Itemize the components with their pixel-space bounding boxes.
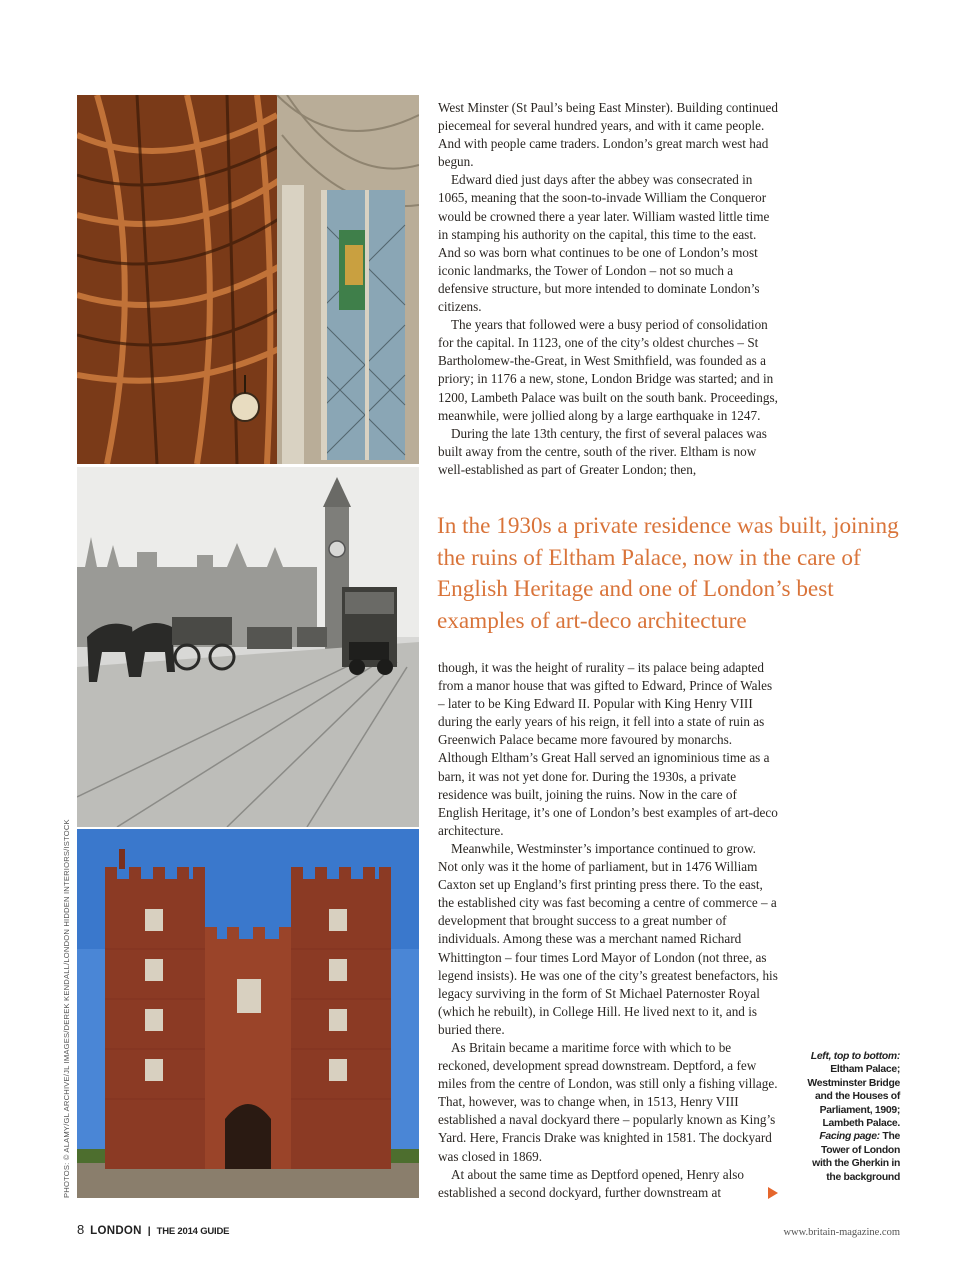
- footer-url[interactable]: www.britain-magazine.com: [783, 1227, 900, 1238]
- page-number: 8: [77, 1222, 85, 1237]
- body-paragraph: As Britain became a maritime force with which to be reckoned, development spread downstream. Deptford, a few miles from the centre of London, was still only a fishing village. That, however, was to change when, in 1513, Henry VIII established a naval dockyard there – popularly known as King’s Yard. Here, Francis Drake was knighted in 1581. The dockyard was closed in 1869.: [438, 1039, 778, 1164]
- caption-line: and the Houses of: [815, 1091, 900, 1103]
- footer-folio: [77, 1222, 229, 1237]
- body-paragraph: Meanwhile, Westminster’s importance continued to grow. Not only was it the home of parliament, but in 1476 William Caxton set up England’s first printing press there. To the east, the established city was fast becoming a centre of commerce – a development that brought success to a great number of individuals. Among these was a merchant named Richard Whittington – four times Lord Mayor of London (not three, as legend insists). He was one of the city’s greatest benefactors, his legacy surviving in the form of St Michael Paternoster Royal (which he rebuilt), in College Hill. He lived next to it, and is buried there.: [438, 840, 778, 1037]
- footer-separator: |: [147, 1225, 151, 1237]
- photo-westminster-bridge-1909: [77, 467, 419, 827]
- body-paragraph: Edward died just days after the abbey was consecrated in 1065, meaning that the soon-to-invade William the Conqueror would be crowned there a year later. William wasted little time in stamping his authority on the capital, this time to the east. And so was born what continues to be one of London’s most iconic landmarks, the Tower of London – not so much a defensive structure, but more intended to dominate London’s citizens.: [438, 172, 770, 315]
- caption-line: Westminster Bridge: [807, 1077, 900, 1089]
- footer-brand: LONDON: [90, 1225, 142, 1237]
- caption-line: with the Gherkin in: [812, 1158, 900, 1170]
- photo-caption: [790, 1050, 900, 1184]
- photo-lambeth-palace: [77, 829, 419, 1198]
- photo-eltham-palace: [77, 95, 419, 464]
- caption-facing-text: The: [882, 1131, 900, 1143]
- continue-arrow-icon: [768, 1187, 778, 1199]
- caption-line: Tower of London: [821, 1144, 900, 1156]
- body-paragraph: The years that followed were a busy period of consolidation for the capital. In 1123, one of the city’s oldest churches – St Bartholomew-the-Great, in West Smithfield, was founded as a priory; in 1176 a new, stone, London Bridge was started; and in 1200, Lambeth Palace was built on the south bank. Proceedings, meanwhile, were jollied along by a large earthquake in 1247.: [438, 317, 778, 423]
- body-paragraph: West Minster (St Paul’s being East Minster). Building continued piecemeal for several hundred years, and with it came people. And with people came traders. London’s great march west had begun.: [438, 100, 778, 170]
- body-column-top: [438, 99, 778, 479]
- caption-line: Eltham Palace;: [830, 1064, 900, 1076]
- body-column-bottom: [438, 659, 778, 1202]
- caption-line: the background: [826, 1171, 900, 1183]
- caption-facing-label: Facing page:: [819, 1131, 880, 1143]
- footer-guide: THE 2014 GUIDE: [156, 1226, 230, 1237]
- caption-heading: Left, top to bottom:: [810, 1051, 900, 1062]
- photo-credit: PHOTOS: © ALAMY/GL ARCHIVE/JL IMAGES/DEREK KENDALL/LONDON HIDDEN INTERIORS/ISTOCK: [62, 819, 71, 1198]
- body-paragraph: At about the same time as Deptford opened, Henry also established a second dockyard, further downstream at: [438, 1166, 744, 1200]
- caption-line: Parliament, 1909;: [819, 1104, 900, 1116]
- body-paragraph: though, it was the height of rurality – its palace being adapted from a manor house that was gifted to Edward, Prince of Wales – later to be King Edward II. Popular with King Henry VIII during the early years of his reign, it fell into a state of ruin as Greenwich Palace became more favoured by monarchs. Although Eltham’s Great Hall served an ignominious time as a barn, it was not yet done for. During the 1930s, a private residence was built, joining the ruins. Now in the care of English Heritage, it’s one of London’s best examples of art-deco architecture.: [438, 660, 778, 838]
- pull-quote: In the 1930s a private residence was built, joining the ruins of Eltham Palace, now in the care of English Heritage and one of London’s best examples of art-deco architecture: [437, 513, 899, 634]
- body-paragraph: During the late 13th century, the first of several palaces was built away from the centre, south of the river. Eltham is now well-established as part of Greater London; then,: [438, 425, 767, 477]
- caption-line: Lambeth Palace.: [822, 1118, 900, 1130]
